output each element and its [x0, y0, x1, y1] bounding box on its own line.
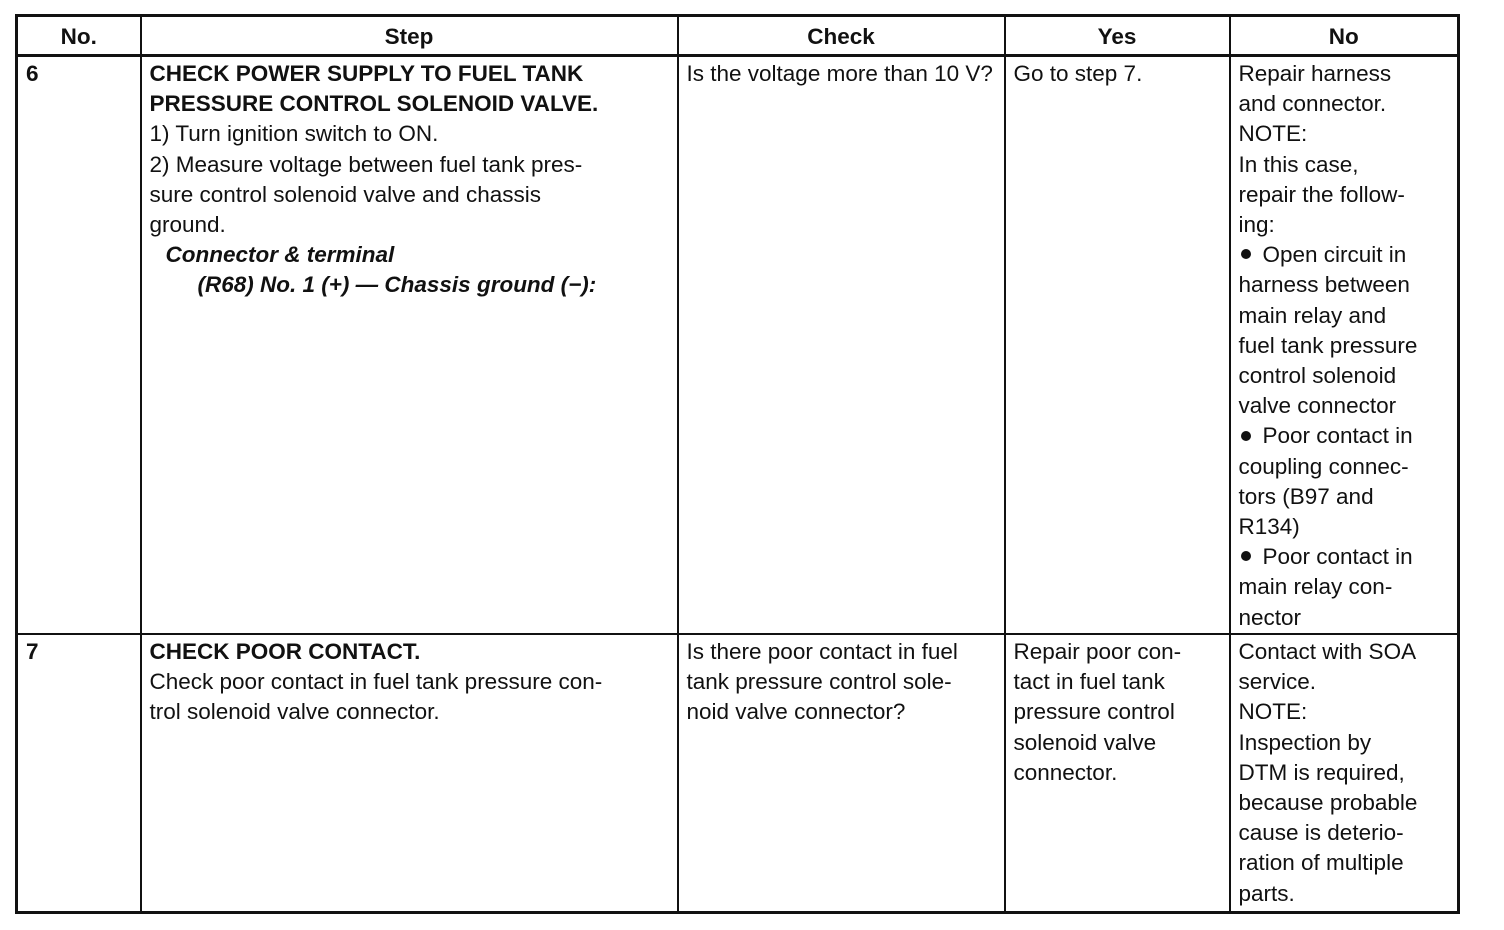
step-title: CHECK POWER SUPPLY TO FUEL TANK [149, 61, 584, 86]
header-check: Check [678, 16, 1005, 56]
header-no-result: No [1230, 16, 1459, 56]
note-text: In this case, [1238, 151, 1359, 177]
bullet-dot-icon [1241, 431, 1251, 441]
step-title: CHECK POOR CONTACT. [149, 639, 421, 664]
note-text: because probable [1238, 790, 1418, 816]
table-row [17, 634, 1459, 913]
check-question: Is there poor contact in fuel [686, 639, 958, 664]
no-action-line: Repair harness [1238, 61, 1392, 86]
bullet-dot-icon [1241, 551, 1251, 561]
bullet-item: Poor contact in main relay con- nector [1238, 544, 1413, 630]
no-cell [1230, 634, 1459, 913]
connector-terminal: (R68) No. 1 (+) — Chassis ground (−): [197, 272, 597, 298]
step-cell [141, 634, 678, 913]
note-text: DTM is required, [1238, 759, 1405, 785]
no-action-line: service. [1238, 669, 1317, 695]
step-instruction: trol solenoid valve connector. [149, 699, 440, 725]
step-instruction: Check poor contact in fuel tank pressure con- [149, 669, 603, 695]
bullet-item: Open circuit in harness between main relay and fuel tank pressure control solenoid valve connector [1238, 242, 1418, 419]
table-header-row [17, 16, 1459, 56]
header-no: No. [17, 16, 141, 56]
bullet-item: Poor contact in coupling connec- tors (B97 and R134) [1238, 423, 1413, 540]
no-cell [1230, 56, 1459, 635]
step-number [17, 634, 141, 913]
yes-action: solenoid valve [1013, 729, 1157, 755]
step-instruction: sure control solenoid valve and chassis [149, 181, 541, 207]
yes-action: tact in fuel tank [1013, 669, 1165, 695]
check-cell [678, 56, 1005, 635]
bullet-dot-icon [1241, 249, 1251, 259]
check-question: Is the voltage more than 10 V? [686, 61, 993, 86]
check-cell [678, 634, 1005, 913]
step-instruction: ground. [149, 212, 226, 238]
yes-action: connector. [1013, 759, 1118, 785]
note-text: repair the follow- [1238, 181, 1405, 207]
check-question: noid valve connector? [686, 699, 906, 725]
step-cell [141, 56, 678, 635]
yes-action: Go to step 7. [1013, 61, 1143, 86]
yes-action: pressure control [1013, 699, 1175, 725]
note-text: ing: [1238, 212, 1275, 238]
connector-label: Connector & terminal [165, 242, 395, 268]
step-number-value: 6 [26, 61, 39, 86]
check-question: tank pressure control sole- [686, 669, 952, 695]
yes-cell [1005, 634, 1230, 913]
step-number [17, 56, 141, 635]
header-yes: Yes [1005, 16, 1230, 56]
step-number-value: 7 [26, 639, 39, 664]
step-instruction: 2) Measure voltage between fuel tank pres- [149, 151, 583, 177]
header-step: Step [141, 16, 678, 56]
note-label: NOTE: [1238, 121, 1308, 147]
table-row [17, 56, 1459, 635]
step-title-cont: PRESSURE CONTROL SOLENOID VALVE. [149, 91, 599, 117]
yes-action: Repair poor con- [1013, 639, 1182, 664]
step-instruction: 1) Turn ignition switch to ON. [149, 121, 439, 147]
no-action-line: and connector. [1238, 91, 1387, 117]
no-action-line: Contact with SOA [1238, 639, 1417, 664]
note-text: ration of multiple [1238, 850, 1404, 876]
note-text: parts. [1238, 880, 1295, 906]
yes-cell [1005, 56, 1230, 635]
note-text: cause is deterio- [1238, 820, 1404, 846]
note-text: Inspection by [1238, 729, 1372, 755]
diagnostic-table [15, 14, 1460, 914]
note-label: NOTE: [1238, 699, 1308, 725]
